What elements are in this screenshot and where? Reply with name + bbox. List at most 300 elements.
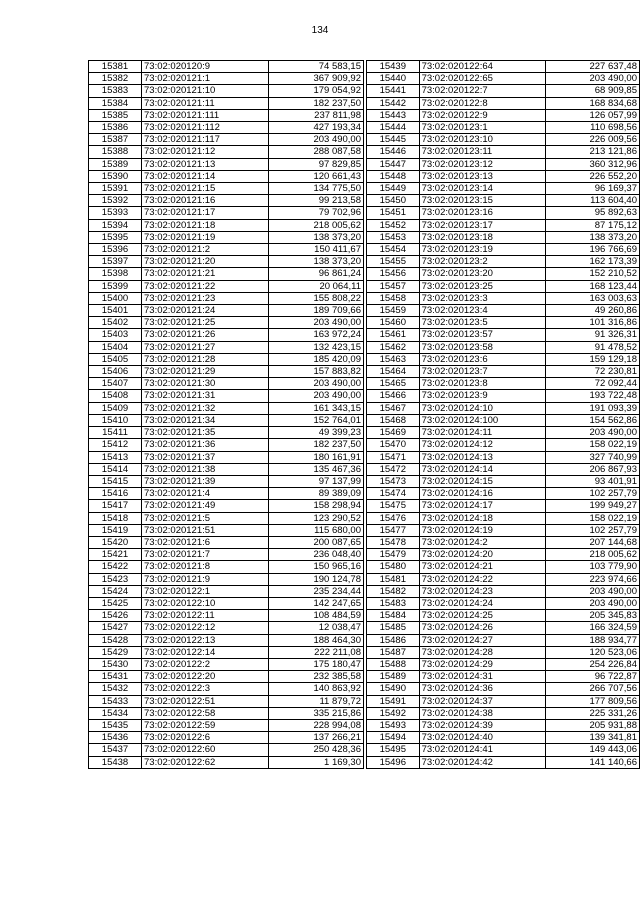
row-number-cell: 15450 — [367, 195, 420, 207]
row-number-cell: 15385 — [89, 109, 142, 121]
cadastral-number-cell: 73:02:020121:18 — [142, 219, 269, 231]
table-row — [89, 109, 364, 121]
table-row — [89, 524, 364, 536]
cadastral-number-cell: 73:02:020123:19 — [419, 244, 545, 256]
row-number-cell: 15433 — [89, 695, 142, 707]
cadastral-number-cell: 73:02:020123:16 — [419, 207, 545, 219]
table-row — [89, 256, 364, 268]
cadastral-number-cell: 73:02:020123:20 — [419, 268, 545, 280]
cadastral-number-cell: 73:02:020123:5 — [419, 317, 545, 329]
row-number-cell: 15406 — [89, 366, 142, 378]
cadastral-number-cell: 73:02:020121:111 — [142, 109, 269, 121]
value-cell: 203 490,00 — [269, 378, 364, 390]
cadastral-number-cell: 73:02:020122:65 — [419, 73, 545, 85]
row-number-cell: 15408 — [89, 390, 142, 402]
value-cell: 138 373,20 — [269, 231, 364, 243]
cadastral-number-cell: 73:02:020121:37 — [142, 451, 269, 463]
row-number-cell: 15435 — [89, 719, 142, 731]
cadastral-number-cell: 73:02:020124:37 — [419, 695, 545, 707]
value-cell: 142 247,65 — [269, 597, 364, 609]
cadastral-number-cell: 73:02:020124:23 — [419, 585, 545, 597]
table-row — [367, 439, 640, 451]
table-row — [89, 122, 364, 134]
table-row — [367, 524, 640, 536]
cadastral-number-cell: 73:02:020121:9 — [142, 573, 269, 585]
cadastral-number-cell: 73:02:020121:49 — [142, 500, 269, 512]
cadastral-number-cell: 73:02:020124:39 — [419, 719, 545, 731]
table-row — [367, 390, 640, 402]
cadastral-number-cell: 73:02:020123:7 — [419, 366, 545, 378]
value-cell: 188 464,30 — [269, 634, 364, 646]
cadastral-number-cell: 73:02:020121:25 — [142, 317, 269, 329]
cadastral-number-cell: 73:02:020123:9 — [419, 390, 545, 402]
value-cell: 218 005,62 — [269, 219, 364, 231]
table-row — [367, 73, 640, 85]
cadastral-number-cell: 73:02:020122:9 — [419, 109, 545, 121]
table-row — [89, 573, 364, 585]
value-cell: 113 604,40 — [545, 195, 639, 207]
cadastral-number-cell: 73:02:020123:15 — [419, 195, 545, 207]
cadastral-number-cell: 73:02:020123:8 — [419, 378, 545, 390]
row-number-cell: 15474 — [367, 488, 420, 500]
value-cell: 218 005,62 — [545, 549, 639, 561]
value-cell: 203 490,00 — [269, 317, 364, 329]
value-cell: 91 326,31 — [545, 329, 639, 341]
row-number-cell: 15407 — [89, 378, 142, 390]
row-number-cell: 15459 — [367, 305, 420, 317]
cadastral-number-cell: 73:02:020124:36 — [419, 683, 545, 695]
value-cell: 91 478,52 — [545, 341, 639, 353]
cadastral-number-cell: 73:02:020124:13 — [419, 451, 545, 463]
table-row — [89, 146, 364, 158]
value-cell: 108 484,59 — [269, 610, 364, 622]
value-cell: 168 834,68 — [545, 97, 639, 109]
value-cell: 175 180,47 — [269, 658, 364, 670]
cadastral-number-cell: 73:02:020121:16 — [142, 195, 269, 207]
table-row — [367, 744, 640, 756]
row-number-cell: 15395 — [89, 231, 142, 243]
row-number-cell: 15424 — [89, 585, 142, 597]
cadastral-number-cell: 73:02:020121:10 — [142, 85, 269, 97]
row-number-cell: 15486 — [367, 634, 420, 646]
row-number-cell: 15458 — [367, 292, 420, 304]
value-cell: 79 702,96 — [269, 207, 364, 219]
table-row — [367, 414, 640, 426]
cadastral-number-cell: 73:02:020121:12 — [142, 146, 269, 158]
row-number-cell: 15428 — [89, 634, 142, 646]
cadastral-number-cell: 73:02:020123:13 — [419, 170, 545, 182]
row-number-cell: 15429 — [89, 646, 142, 658]
row-number-cell: 15488 — [367, 658, 420, 670]
row-number-cell: 15479 — [367, 549, 420, 561]
row-number-cell: 15489 — [367, 671, 420, 683]
value-cell: 232 385,58 — [269, 671, 364, 683]
table-row — [367, 683, 640, 695]
row-number-cell: 15397 — [89, 256, 142, 268]
row-number-cell: 15438 — [89, 756, 142, 768]
row-number-cell: 15390 — [89, 170, 142, 182]
cadastral-number-cell: 73:02:020122:64 — [419, 61, 545, 73]
cadastral-number-cell: 73:02:020123:12 — [419, 158, 545, 170]
cadastral-number-cell: 73:02:020123:6 — [419, 353, 545, 365]
table-row — [367, 280, 640, 292]
row-number-cell: 15382 — [89, 73, 142, 85]
table-row — [367, 451, 640, 463]
row-number-cell: 15453 — [367, 231, 420, 243]
table-row — [89, 317, 364, 329]
row-number-cell: 15455 — [367, 256, 420, 268]
cadastral-number-cell: 73:02:020124:25 — [419, 610, 545, 622]
row-number-cell: 15473 — [367, 475, 420, 487]
value-cell: 205 931,88 — [545, 719, 639, 731]
value-cell: 101 316,86 — [545, 317, 639, 329]
row-number-cell: 15476 — [367, 512, 420, 524]
table-row — [89, 549, 364, 561]
cadastral-number-cell: 73:02:020121:23 — [142, 292, 269, 304]
value-cell: 126 057,99 — [545, 109, 639, 121]
value-cell: 182 237,50 — [269, 97, 364, 109]
value-cell: 150 411,67 — [269, 244, 364, 256]
table-row — [367, 658, 640, 670]
table-row — [367, 500, 640, 512]
cadastral-number-cell: 73:02:020121:24 — [142, 305, 269, 317]
table-row — [89, 280, 364, 292]
cadastral-number-cell: 73:02:020123:11 — [419, 146, 545, 158]
value-cell: 367 909,92 — [269, 73, 364, 85]
cadastral-number-cell: 73:02:020124:18 — [419, 512, 545, 524]
value-cell: 226 552,20 — [545, 170, 639, 182]
cadastral-number-cell: 73:02:020121:26 — [142, 329, 269, 341]
cadastral-number-cell: 73:02:020124:40 — [419, 732, 545, 744]
value-cell: 207 144,68 — [545, 536, 639, 548]
row-number-cell: 15422 — [89, 561, 142, 573]
value-cell: 120 523,06 — [545, 646, 639, 658]
row-number-cell: 15465 — [367, 378, 420, 390]
table-row — [367, 170, 640, 182]
value-cell: 182 237,50 — [269, 439, 364, 451]
value-cell: 154 562,86 — [545, 414, 639, 426]
table-row — [367, 219, 640, 231]
value-cell: 123 290,52 — [269, 512, 364, 524]
row-number-cell: 15441 — [367, 85, 420, 97]
table-row — [89, 61, 364, 73]
value-cell: 135 467,36 — [269, 463, 364, 475]
value-cell: 266 707,56 — [545, 683, 639, 695]
value-cell: 99 213,58 — [269, 195, 364, 207]
value-cell: 96 861,24 — [269, 268, 364, 280]
row-number-cell: 15420 — [89, 536, 142, 548]
table-row — [89, 744, 364, 756]
table-row — [367, 207, 640, 219]
cadastral-number-cell: 73:02:020124:26 — [419, 622, 545, 634]
value-cell: 335 215,86 — [269, 707, 364, 719]
row-number-cell: 15444 — [367, 122, 420, 134]
table-row — [367, 402, 640, 414]
cadastral-number-cell: 73:02:020121:14 — [142, 170, 269, 182]
value-cell: 196 766,69 — [545, 244, 639, 256]
row-number-cell: 15409 — [89, 402, 142, 414]
table-row — [367, 85, 640, 97]
row-number-cell: 15415 — [89, 475, 142, 487]
table-row — [89, 329, 364, 341]
row-number-cell: 15475 — [367, 500, 420, 512]
table-row — [367, 707, 640, 719]
cadastral-number-cell: 73:02:020121:1 — [142, 73, 269, 85]
table-row — [89, 756, 364, 768]
row-number-cell: 15413 — [89, 451, 142, 463]
cadastral-number-cell: 73:02:020124:17 — [419, 500, 545, 512]
cadastral-number-cell: 73:02:020122:13 — [142, 634, 269, 646]
row-number-cell: 15412 — [89, 439, 142, 451]
cadastral-number-cell: 73:02:020121:29 — [142, 366, 269, 378]
cadastral-number-cell: 73:02:020122:62 — [142, 756, 269, 768]
table-row — [89, 512, 364, 524]
cadastral-number-cell: 73:02:020123:17 — [419, 219, 545, 231]
cadastral-number-cell: 73:02:020121:21 — [142, 268, 269, 280]
cadastral-number-cell: 73:02:020123:18 — [419, 231, 545, 243]
value-cell: 203 490,00 — [269, 390, 364, 402]
value-cell: 237 811,98 — [269, 109, 364, 121]
value-cell: 228 994,08 — [269, 719, 364, 731]
table-row — [367, 134, 640, 146]
table-row — [367, 195, 640, 207]
value-cell: 162 173,39 — [545, 256, 639, 268]
cadastral-number-cell: 73:02:020121:28 — [142, 353, 269, 365]
cadastral-number-cell: 73:02:020121:4 — [142, 488, 269, 500]
cadastral-number-cell: 73:02:020121:15 — [142, 183, 269, 195]
value-cell: 152 210,52 — [545, 268, 639, 280]
row-number-cell: 15472 — [367, 463, 420, 475]
cadastral-number-cell: 73:02:020124:27 — [419, 634, 545, 646]
table-row — [89, 402, 364, 414]
cadastral-number-cell: 73:02:020124:29 — [419, 658, 545, 670]
value-cell: 203 490,00 — [545, 427, 639, 439]
value-cell: 110 698,56 — [545, 122, 639, 134]
row-number-cell: 15471 — [367, 451, 420, 463]
table-row — [367, 231, 640, 243]
table-row — [89, 353, 364, 365]
row-number-cell: 15426 — [89, 610, 142, 622]
cadastral-number-cell: 73:02:020121:30 — [142, 378, 269, 390]
row-number-cell: 15464 — [367, 366, 420, 378]
table-row — [367, 622, 640, 634]
row-number-cell: 15434 — [89, 707, 142, 719]
table-row — [89, 305, 364, 317]
row-number-cell: 15389 — [89, 158, 142, 170]
table-row — [89, 561, 364, 573]
table-row — [89, 268, 364, 280]
cadastral-number-cell: 73:02:020123:14 — [419, 183, 545, 195]
value-cell: 163 003,63 — [545, 292, 639, 304]
table-row — [89, 134, 364, 146]
table-row — [367, 341, 640, 353]
value-cell: 223 974,66 — [545, 573, 639, 585]
row-number-cell: 15403 — [89, 329, 142, 341]
value-cell: 141 140,66 — [545, 756, 639, 768]
row-number-cell: 15478 — [367, 536, 420, 548]
table-row — [89, 170, 364, 182]
table-row — [89, 439, 364, 451]
value-cell: 168 123,44 — [545, 280, 639, 292]
parcel-table-right — [366, 60, 640, 769]
table-row — [367, 512, 640, 524]
table-row — [89, 597, 364, 609]
row-number-cell: 15383 — [89, 85, 142, 97]
value-cell: 288 087,58 — [269, 146, 364, 158]
table-row — [89, 366, 364, 378]
row-number-cell: 15482 — [367, 585, 420, 597]
table-row — [367, 366, 640, 378]
table-row — [367, 158, 640, 170]
row-number-cell: 15491 — [367, 695, 420, 707]
value-cell: 213 121,86 — [545, 146, 639, 158]
cadastral-number-cell: 73:02:020122:51 — [142, 695, 269, 707]
value-cell: 87 175,12 — [545, 219, 639, 231]
value-cell: 134 775,50 — [269, 183, 364, 195]
row-number-cell: 15496 — [367, 756, 420, 768]
row-number-cell: 15439 — [367, 61, 420, 73]
row-number-cell: 15495 — [367, 744, 420, 756]
row-number-cell: 15451 — [367, 207, 420, 219]
cadastral-number-cell: 73:02:020124:28 — [419, 646, 545, 658]
table-row — [367, 122, 640, 134]
row-number-cell: 15461 — [367, 329, 420, 341]
row-number-cell: 15494 — [367, 732, 420, 744]
value-cell: 1 169,30 — [269, 756, 364, 768]
table-row — [367, 427, 640, 439]
row-number-cell: 15480 — [367, 561, 420, 573]
row-number-cell: 15436 — [89, 732, 142, 744]
table-row — [89, 195, 364, 207]
value-cell: 72 092,44 — [545, 378, 639, 390]
table-row — [367, 671, 640, 683]
value-cell: 163 972,24 — [269, 329, 364, 341]
row-number-cell: 15468 — [367, 414, 420, 426]
value-cell: 158 298,94 — [269, 500, 364, 512]
value-cell: 120 661,43 — [269, 170, 364, 182]
cadastral-number-cell: 73:02:020121:8 — [142, 561, 269, 573]
row-number-cell: 15493 — [367, 719, 420, 731]
table-row — [89, 488, 364, 500]
value-cell: 205 345,83 — [545, 610, 639, 622]
table-row — [89, 390, 364, 402]
cadastral-number-cell: 73:02:020123:4 — [419, 305, 545, 317]
row-number-cell: 15405 — [89, 353, 142, 365]
table-row — [89, 414, 364, 426]
row-number-cell: 15487 — [367, 646, 420, 658]
table-row — [89, 427, 364, 439]
row-number-cell: 15457 — [367, 280, 420, 292]
table-row — [89, 378, 364, 390]
table-row — [89, 536, 364, 548]
table-row — [367, 573, 640, 585]
value-cell: 102 257,79 — [545, 524, 639, 536]
value-cell: 200 087,65 — [269, 536, 364, 548]
row-number-cell: 15387 — [89, 134, 142, 146]
cadastral-number-cell: 73:02:020124:10 — [419, 402, 545, 414]
value-cell: 203 490,00 — [545, 73, 639, 85]
value-cell: 140 863,92 — [269, 683, 364, 695]
row-number-cell: 15388 — [89, 146, 142, 158]
cadastral-number-cell: 73:02:020121:19 — [142, 231, 269, 243]
value-cell: 158 022,19 — [545, 439, 639, 451]
value-cell: 427 193,34 — [269, 122, 364, 134]
row-number-cell: 15432 — [89, 683, 142, 695]
table-row — [89, 341, 364, 353]
value-cell: 161 343,15 — [269, 402, 364, 414]
row-number-cell: 15381 — [89, 61, 142, 73]
cadastral-number-cell: 73:02:020122:59 — [142, 719, 269, 731]
cadastral-number-cell: 73:02:020121:7 — [142, 549, 269, 561]
row-number-cell: 15411 — [89, 427, 142, 439]
cadastral-number-cell: 73:02:020121:51 — [142, 524, 269, 536]
cadastral-number-cell: 73:02:020124:20 — [419, 549, 545, 561]
table-row — [367, 756, 640, 768]
table-row — [89, 646, 364, 658]
table-row — [89, 219, 364, 231]
value-cell: 115 680,00 — [269, 524, 364, 536]
value-cell: 158 022,19 — [545, 512, 639, 524]
cadastral-number-cell: 73:02:020124:42 — [419, 756, 545, 768]
row-number-cell: 15401 — [89, 305, 142, 317]
table-row — [367, 268, 640, 280]
cadastral-number-cell: 73:02:020123:25 — [419, 280, 545, 292]
table-row — [367, 634, 640, 646]
table-row — [367, 61, 640, 73]
row-number-cell: 15477 — [367, 524, 420, 536]
row-number-cell: 15443 — [367, 109, 420, 121]
table-row — [89, 183, 364, 195]
value-cell: 327 740,99 — [545, 451, 639, 463]
cadastral-number-cell: 73:02:020122:60 — [142, 744, 269, 756]
value-cell: 159 129,18 — [545, 353, 639, 365]
cadastral-number-cell: 73:02:020123:3 — [419, 292, 545, 304]
value-cell: 155 808,22 — [269, 292, 364, 304]
table-row — [367, 597, 640, 609]
value-cell: 95 892,63 — [545, 207, 639, 219]
row-number-cell: 15399 — [89, 280, 142, 292]
cadastral-number-cell: 73:02:020122:14 — [142, 646, 269, 658]
value-cell: 96 722,87 — [545, 671, 639, 683]
row-number-cell: 15485 — [367, 622, 420, 634]
cadastral-number-cell: 73:02:020121:6 — [142, 536, 269, 548]
cadastral-number-cell: 73:02:020124:38 — [419, 707, 545, 719]
value-cell: 97 829,85 — [269, 158, 364, 170]
table-row — [89, 73, 364, 85]
value-cell: 166 324,59 — [545, 622, 639, 634]
cadastral-number-cell: 73:02:020122:7 — [419, 85, 545, 97]
row-number-cell: 15396 — [89, 244, 142, 256]
table-row — [89, 671, 364, 683]
row-number-cell: 15391 — [89, 183, 142, 195]
cadastral-number-cell: 73:02:020124:19 — [419, 524, 545, 536]
row-number-cell: 15466 — [367, 390, 420, 402]
value-cell: 190 124,78 — [269, 573, 364, 585]
value-cell: 189 709,66 — [269, 305, 364, 317]
value-cell: 250 428,36 — [269, 744, 364, 756]
value-cell: 203 490,00 — [545, 585, 639, 597]
value-cell: 102 257,79 — [545, 488, 639, 500]
cadastral-number-cell: 73:02:020121:117 — [142, 134, 269, 146]
value-cell: 206 867,93 — [545, 463, 639, 475]
table-row — [367, 353, 640, 365]
row-number-cell: 15440 — [367, 73, 420, 85]
row-number-cell: 15490 — [367, 683, 420, 695]
cadastral-number-cell: 73:02:020122:58 — [142, 707, 269, 719]
value-cell: 180 161,91 — [269, 451, 364, 463]
cadastral-number-cell: 73:02:020122:1 — [142, 585, 269, 597]
cadastral-number-cell: 73:02:020122:12 — [142, 622, 269, 634]
